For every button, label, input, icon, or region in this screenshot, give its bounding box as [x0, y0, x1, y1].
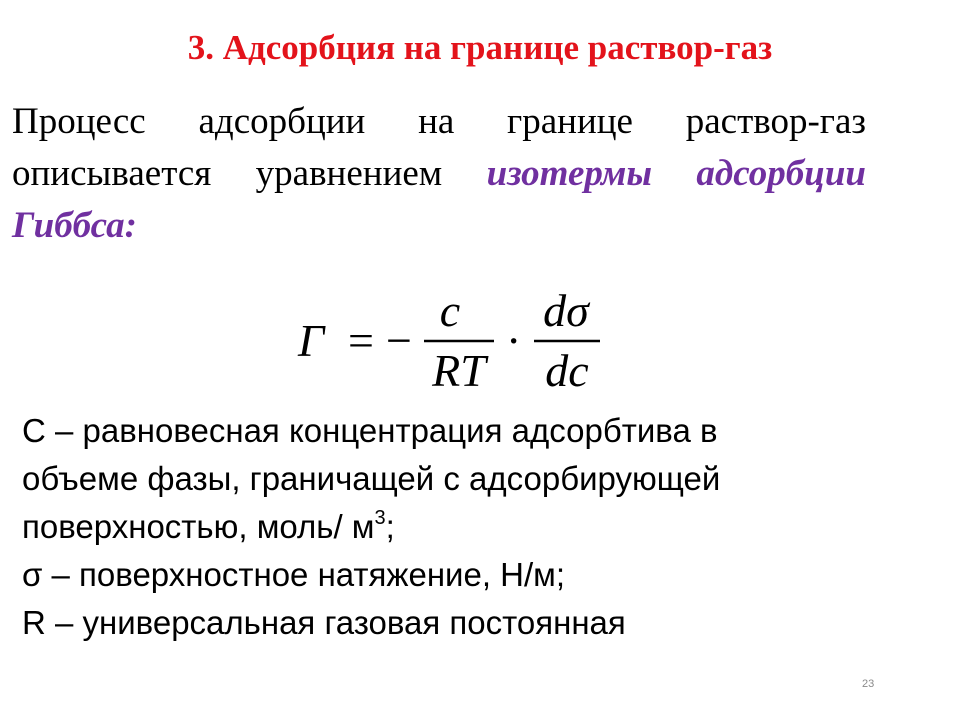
formula-equals: =: [348, 315, 374, 366]
formula-minus: −: [386, 315, 412, 366]
definition-sigma: σ – поверхностное натяжение, Н/м;: [22, 556, 566, 593]
intro-paragraph: [12, 96, 866, 252]
formula-gamma: Γ: [298, 315, 325, 366]
units-superscript: 3: [374, 507, 386, 529]
formula-denominator-rt: RT: [432, 345, 486, 396]
definition-c-line1: С – равновесная концентрация адсорбтива в: [22, 412, 718, 449]
gibbs-isotherm-formula: [296, 278, 616, 402]
page-number: 23: [862, 678, 875, 690]
definition-c-end: ;: [385, 508, 395, 545]
formula-numerator-dsigma: dσ: [543, 285, 589, 336]
definition-c-line3: [22, 503, 882, 551]
definition-r: R – универсальная газовая постоянная: [22, 604, 626, 641]
intro-emphasis: изотермы адсорбции Гиббса:: [12, 153, 866, 246]
definitions-list: [22, 407, 882, 647]
formula-dot: ·: [506, 315, 522, 366]
formula-numerator-c: c: [439, 285, 461, 336]
formula-denominator-dc: dc: [545, 345, 589, 396]
intro-text: Процесс адсорбции на границе раствор-газ описывается уравнением: [12, 101, 866, 194]
definition-c-units: поверхностью, моль/ м: [22, 508, 375, 545]
definition-c-line2: объеме фазы, граничащей с адсорбирующей: [22, 460, 721, 497]
slide-title: 3. Адсорбция на границе раствор-газ: [187, 28, 773, 67]
